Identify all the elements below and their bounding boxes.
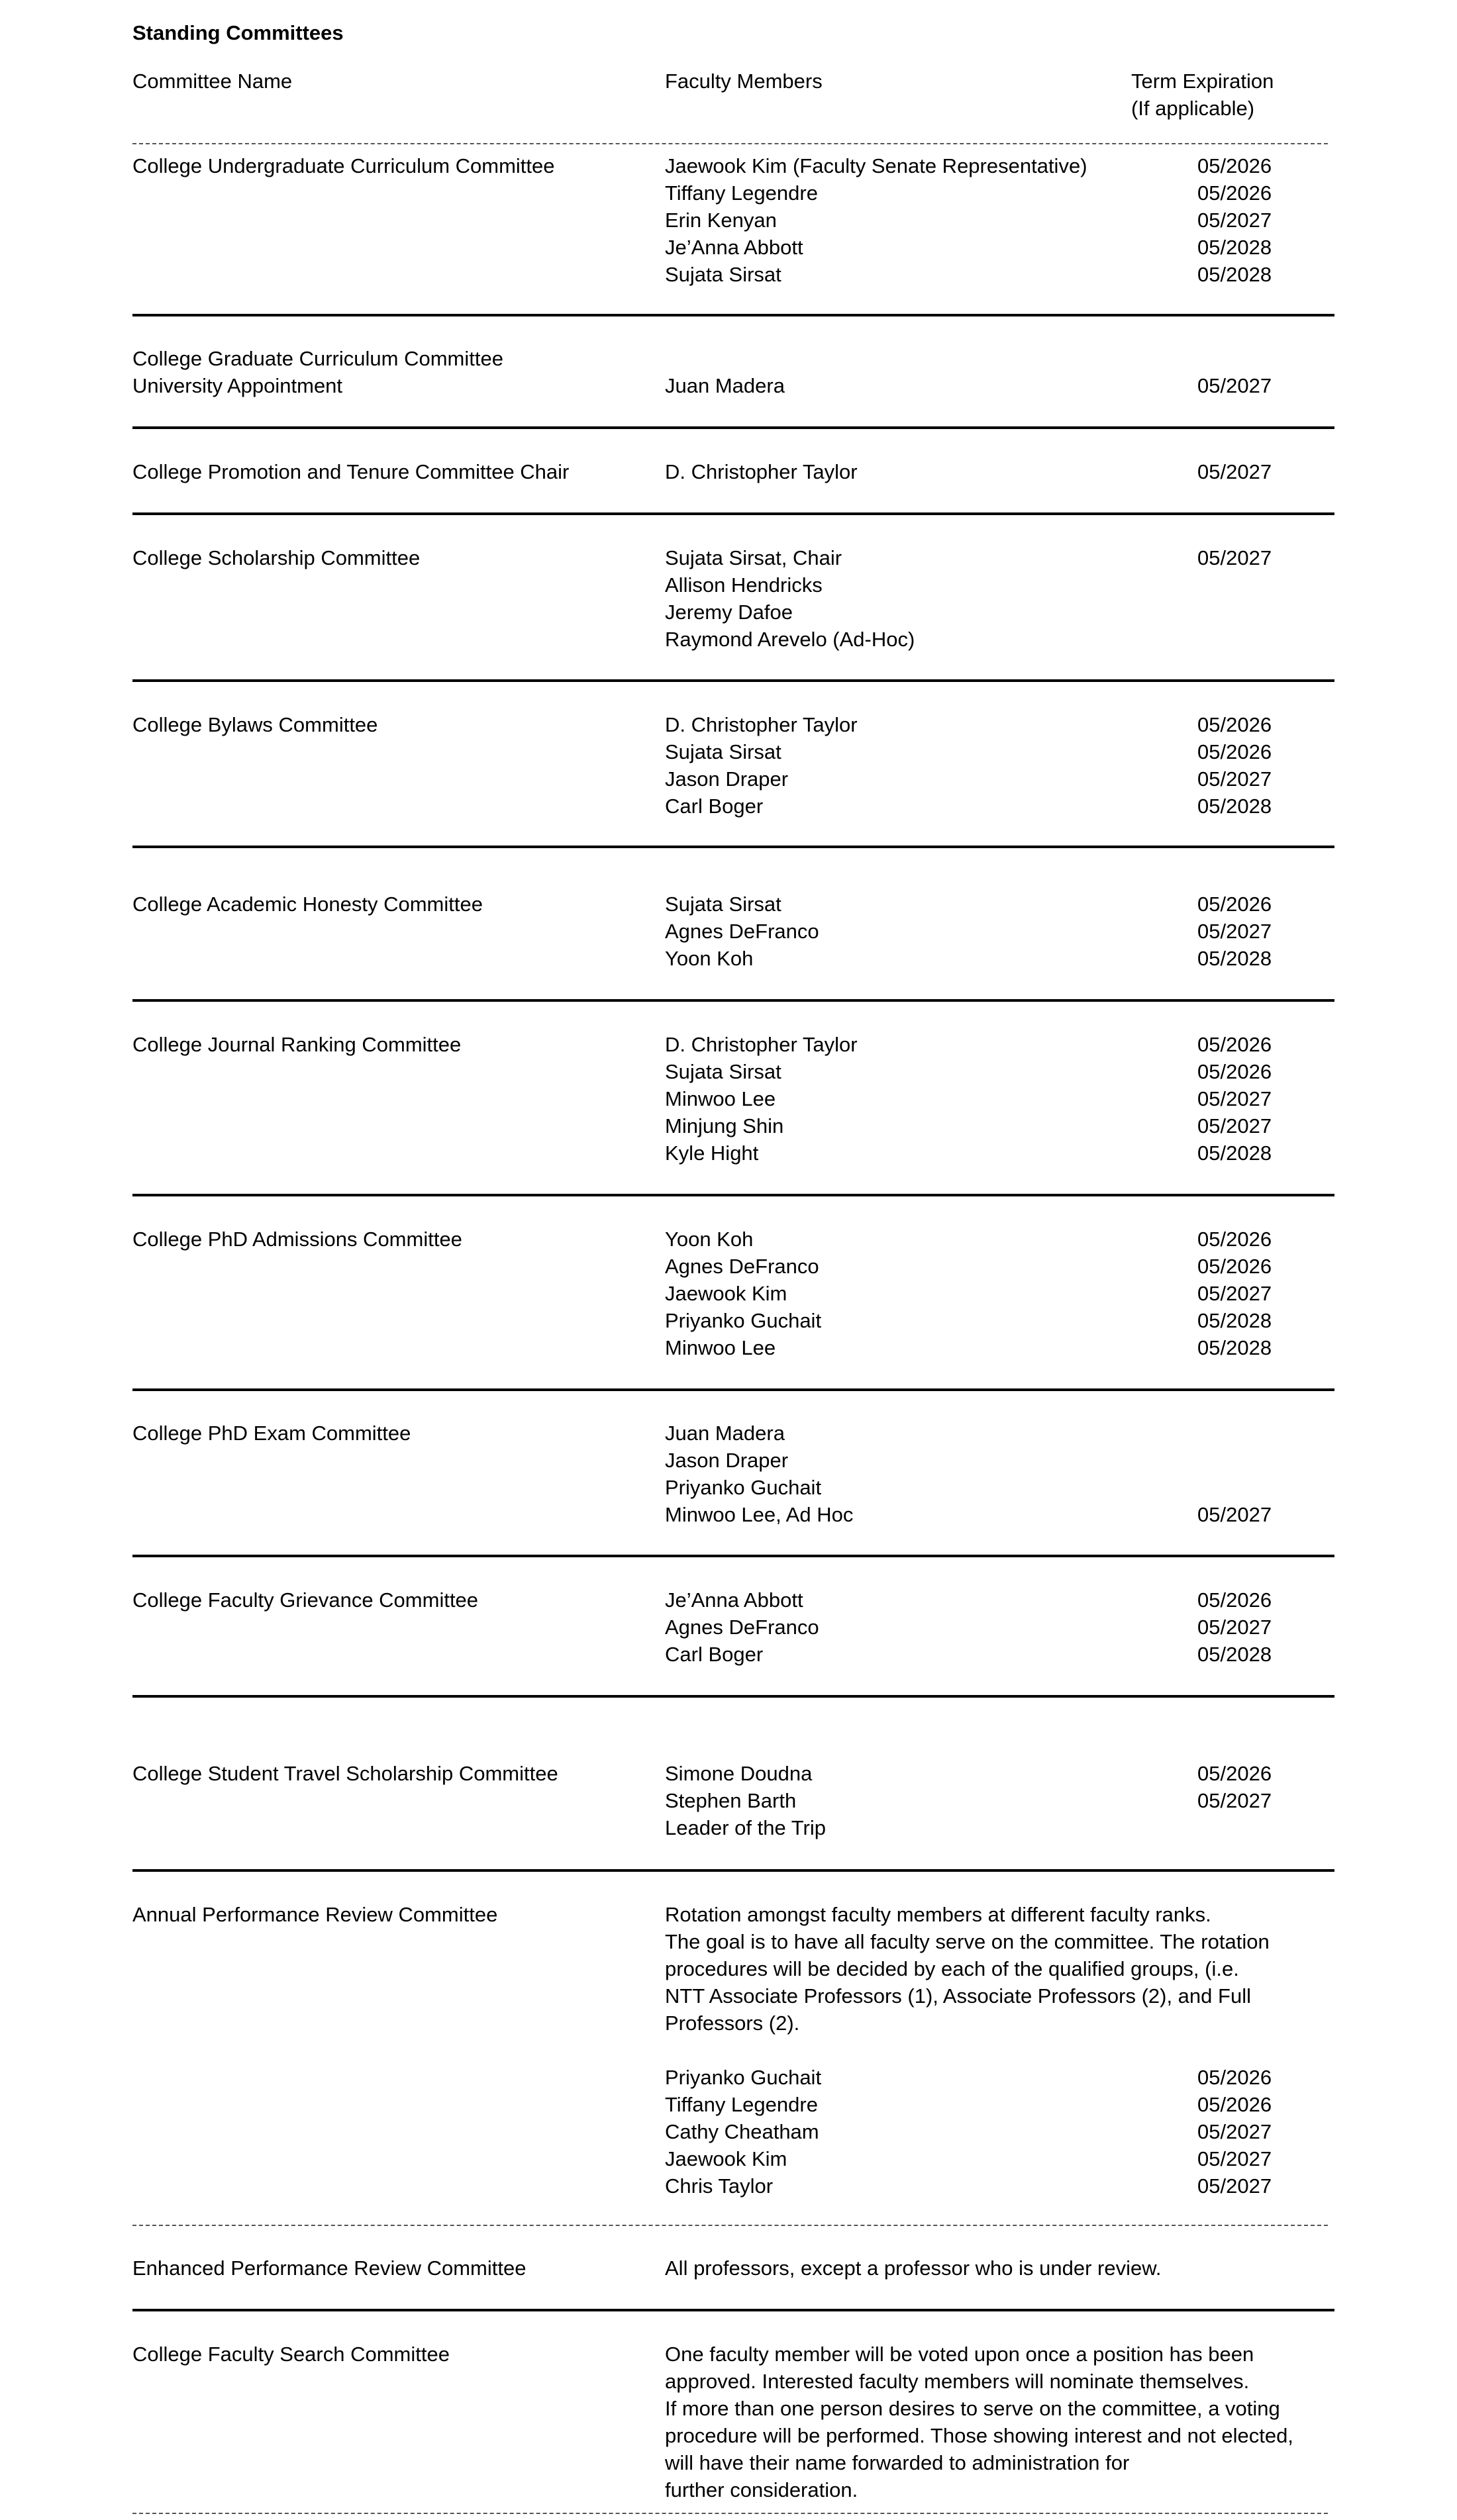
faculty-member: Sujata Sirsat (665, 1060, 781, 1083)
term-expiration: 05/2028 (1197, 1336, 1272, 1359)
faculty-member: Sujata Sirsat (665, 263, 781, 286)
faculty-member: Carl Boger (665, 1643, 764, 1666)
term-expiration: 05/2026 (1197, 2066, 1272, 2089)
term-expiration: 05/2026 (1197, 1255, 1272, 1278)
term-expiration: 05/2027 (1197, 460, 1272, 483)
term-expiration: 05/2026 (1197, 740, 1272, 763)
faculty-member: Jaewook Kim (665, 2147, 787, 2170)
faculty-member: Tiffany Legendre (665, 181, 818, 205)
faculty-member: Agnes DeFranco (665, 1255, 819, 1278)
term-expiration: 05/2028 (1197, 1643, 1272, 1666)
faculty-member: approved. Interested faculty members will nominate themselves. (665, 2370, 1250, 2393)
faculty-member: procedure will be performed. Those showing interest and not elected, (665, 2424, 1293, 2447)
term-expiration: 05/2027 (1197, 546, 1272, 569)
faculty-member: Yoon Koh (665, 947, 754, 970)
faculty-member: Chris Taylor (665, 2174, 774, 2198)
faculty-member: Stephen Barth (665, 1789, 797, 1812)
term-expiration: 05/2027 (1197, 2120, 1272, 2143)
row-divider (132, 314, 1334, 316)
committee-name: College Scholarship Committee (132, 546, 421, 569)
faculty-member: Je’Anna Abbott (665, 236, 803, 259)
row-divider (132, 2309, 1334, 2311)
term-expiration: 05/2026 (1197, 181, 1272, 205)
faculty-member: Jaewook Kim (Faculty Senate Representative) (665, 154, 1087, 177)
faculty-member: procedures will be decided by each of the qualified groups, (i.e. (665, 1957, 1239, 1980)
faculty-member: will have their name forwarded to administration for (665, 2451, 1130, 2474)
term-expiration: 05/2027 (1197, 920, 1272, 943)
term-expiration: 05/2027 (1197, 2147, 1272, 2170)
committee-name: College Student Travel Scholarship Committee (132, 1762, 558, 1785)
faculty-member: Erin Kenyan (665, 209, 777, 232)
term-expiration: 05/2028 (1197, 795, 1272, 818)
committee-name: College Journal Ranking Committee (132, 1033, 462, 1056)
term-expiration: 05/2026 (1197, 1033, 1272, 1056)
faculty-member: Minjung Shin (665, 1114, 784, 1138)
row-divider (132, 512, 1334, 515)
faculty-member: Carl Boger (665, 795, 764, 818)
term-expiration: 05/2027 (1197, 1282, 1272, 1305)
term-expiration: 05/2028 (1197, 263, 1272, 286)
term-expiration: 05/2026 (1197, 713, 1272, 736)
faculty-member: Tiffany Legendre (665, 2093, 818, 2116)
term-expiration: 05/2028 (1197, 1141, 1272, 1165)
committee-name: College PhD Exam Committee (132, 1422, 411, 1445)
term-expiration: 05/2028 (1197, 236, 1272, 259)
header-faculty-members: Faculty Members (665, 70, 823, 93)
faculty-member: Agnes DeFranco (665, 920, 819, 943)
faculty-member: Minwoo Lee, Ad Hoc (665, 1503, 854, 1526)
faculty-member: Priyanko Guchait (665, 1309, 822, 1332)
faculty-member: Agnes DeFranco (665, 1616, 819, 1639)
header-divider (132, 143, 1328, 144)
header-term-line-2: (If applicable) (1131, 97, 1255, 120)
faculty-member: One faculty member will be voted upon once a position has been (665, 2343, 1254, 2366)
faculty-member: Jaewook Kim (665, 1282, 787, 1305)
committee-name: College Faculty Grievance Committee (132, 1588, 479, 1612)
faculty-member: Jason Draper (665, 1449, 789, 1472)
faculty-member: Raymond Arevelo (Ad-Hoc) (665, 628, 915, 651)
faculty-member: Simone Doudna (665, 1762, 813, 1785)
committee-name: University Appointment (132, 374, 343, 397)
term-expiration: 05/2027 (1197, 374, 1272, 397)
faculty-member: Rotation amongst faculty members at different faculty ranks. (665, 1903, 1211, 1926)
header-committee-name: Committee Name (132, 70, 293, 93)
committee-name: College Promotion and Tenure Committee Chair (132, 460, 570, 483)
term-expiration: 05/2026 (1197, 2093, 1272, 2116)
row-divider (132, 1869, 1334, 1872)
faculty-member: Sujata Sirsat (665, 740, 781, 763)
term-expiration: 05/2027 (1197, 2174, 1272, 2198)
faculty-member: Professors (2). (665, 2011, 800, 2035)
faculty-member: NTT Associate Professors (1), Associate Professors (2), and Full (665, 1984, 1251, 2008)
row-divider (132, 846, 1334, 848)
committee-name: Annual Performance Review Committee (132, 1903, 498, 1926)
row-divider (132, 999, 1334, 1002)
faculty-member: Minwoo Lee (665, 1087, 776, 1110)
faculty-member: Je’Anna Abbott (665, 1588, 803, 1612)
committee-name: College Bylaws Committee (132, 713, 378, 736)
term-expiration: 05/2027 (1197, 1114, 1272, 1138)
faculty-member: Minwoo Lee (665, 1336, 776, 1359)
term-expiration: 05/2026 (1197, 893, 1272, 916)
faculty-member: All professors, except a professor who is under review. (665, 2256, 1162, 2280)
term-expiration: 05/2028 (1197, 1309, 1272, 1332)
committee-name: College Undergraduate Curriculum Committee (132, 154, 555, 177)
term-expiration: 05/2026 (1197, 1060, 1272, 1083)
faculty-member: Priyanko Guchait (665, 1476, 822, 1499)
faculty-member: D. Christopher Taylor (665, 460, 858, 483)
term-expiration: 05/2027 (1197, 767, 1272, 791)
faculty-member: Jeremy Dafoe (665, 601, 793, 624)
row-divider (132, 426, 1334, 429)
term-expiration: 05/2026 (1197, 154, 1272, 177)
term-expiration: 05/2026 (1197, 1762, 1272, 1785)
term-expiration: 05/2027 (1197, 1503, 1272, 1526)
faculty-member: Juan Madera (665, 1422, 785, 1445)
row-divider (132, 1695, 1334, 1698)
faculty-member: Allison Hendricks (665, 573, 823, 597)
row-divider (132, 2225, 1328, 2226)
faculty-member: further consideration. (665, 2478, 858, 2501)
faculty-member: Juan Madera (665, 374, 785, 397)
committee-name: Enhanced Performance Review Committee (132, 2256, 527, 2280)
faculty-member: The goal is to have all faculty serve on the committee. The rotation (665, 1930, 1270, 1953)
term-expiration: 05/2027 (1197, 209, 1272, 232)
row-divider (132, 1388, 1334, 1391)
row-divider (132, 2513, 1328, 2514)
header-term-line-1: Term Expiration (1131, 70, 1274, 93)
term-expiration: 05/2027 (1197, 1087, 1272, 1110)
faculty-member: Kyle Hight (665, 1141, 759, 1165)
faculty-member: Sujata Sirsat, Chair (665, 546, 842, 569)
row-divider (132, 679, 1334, 682)
committee-name: College Graduate Curriculum Committee (132, 347, 503, 370)
row-divider (132, 1194, 1334, 1196)
term-expiration: 05/2027 (1197, 1616, 1272, 1639)
faculty-member: D. Christopher Taylor (665, 713, 858, 736)
committee-name: College PhD Admissions Committee (132, 1228, 462, 1251)
committee-name: College Faculty Search Committee (132, 2343, 450, 2366)
term-expiration: 05/2026 (1197, 1228, 1272, 1251)
faculty-member: Sujata Sirsat (665, 893, 781, 916)
header-term-expiration (1131, 68, 1274, 122)
faculty-member: D. Christopher Taylor (665, 1033, 858, 1056)
faculty-member: Cathy Cheatham (665, 2120, 819, 2143)
page-title: Standing Committees (132, 21, 344, 44)
term-expiration: 05/2028 (1197, 947, 1272, 970)
faculty-member: Jason Draper (665, 767, 789, 791)
faculty-member: Priyanko Guchait (665, 2066, 822, 2089)
faculty-member: Yoon Koh (665, 1228, 754, 1251)
committee-name: College Academic Honesty Committee (132, 893, 483, 916)
faculty-member: Leader of the Trip (665, 1816, 826, 1839)
term-expiration: 05/2026 (1197, 1588, 1272, 1612)
faculty-member: If more than one person desires to serve on the committee, a voting (665, 2397, 1280, 2420)
term-expiration: 05/2027 (1197, 1789, 1272, 1812)
row-divider (132, 1555, 1334, 1557)
